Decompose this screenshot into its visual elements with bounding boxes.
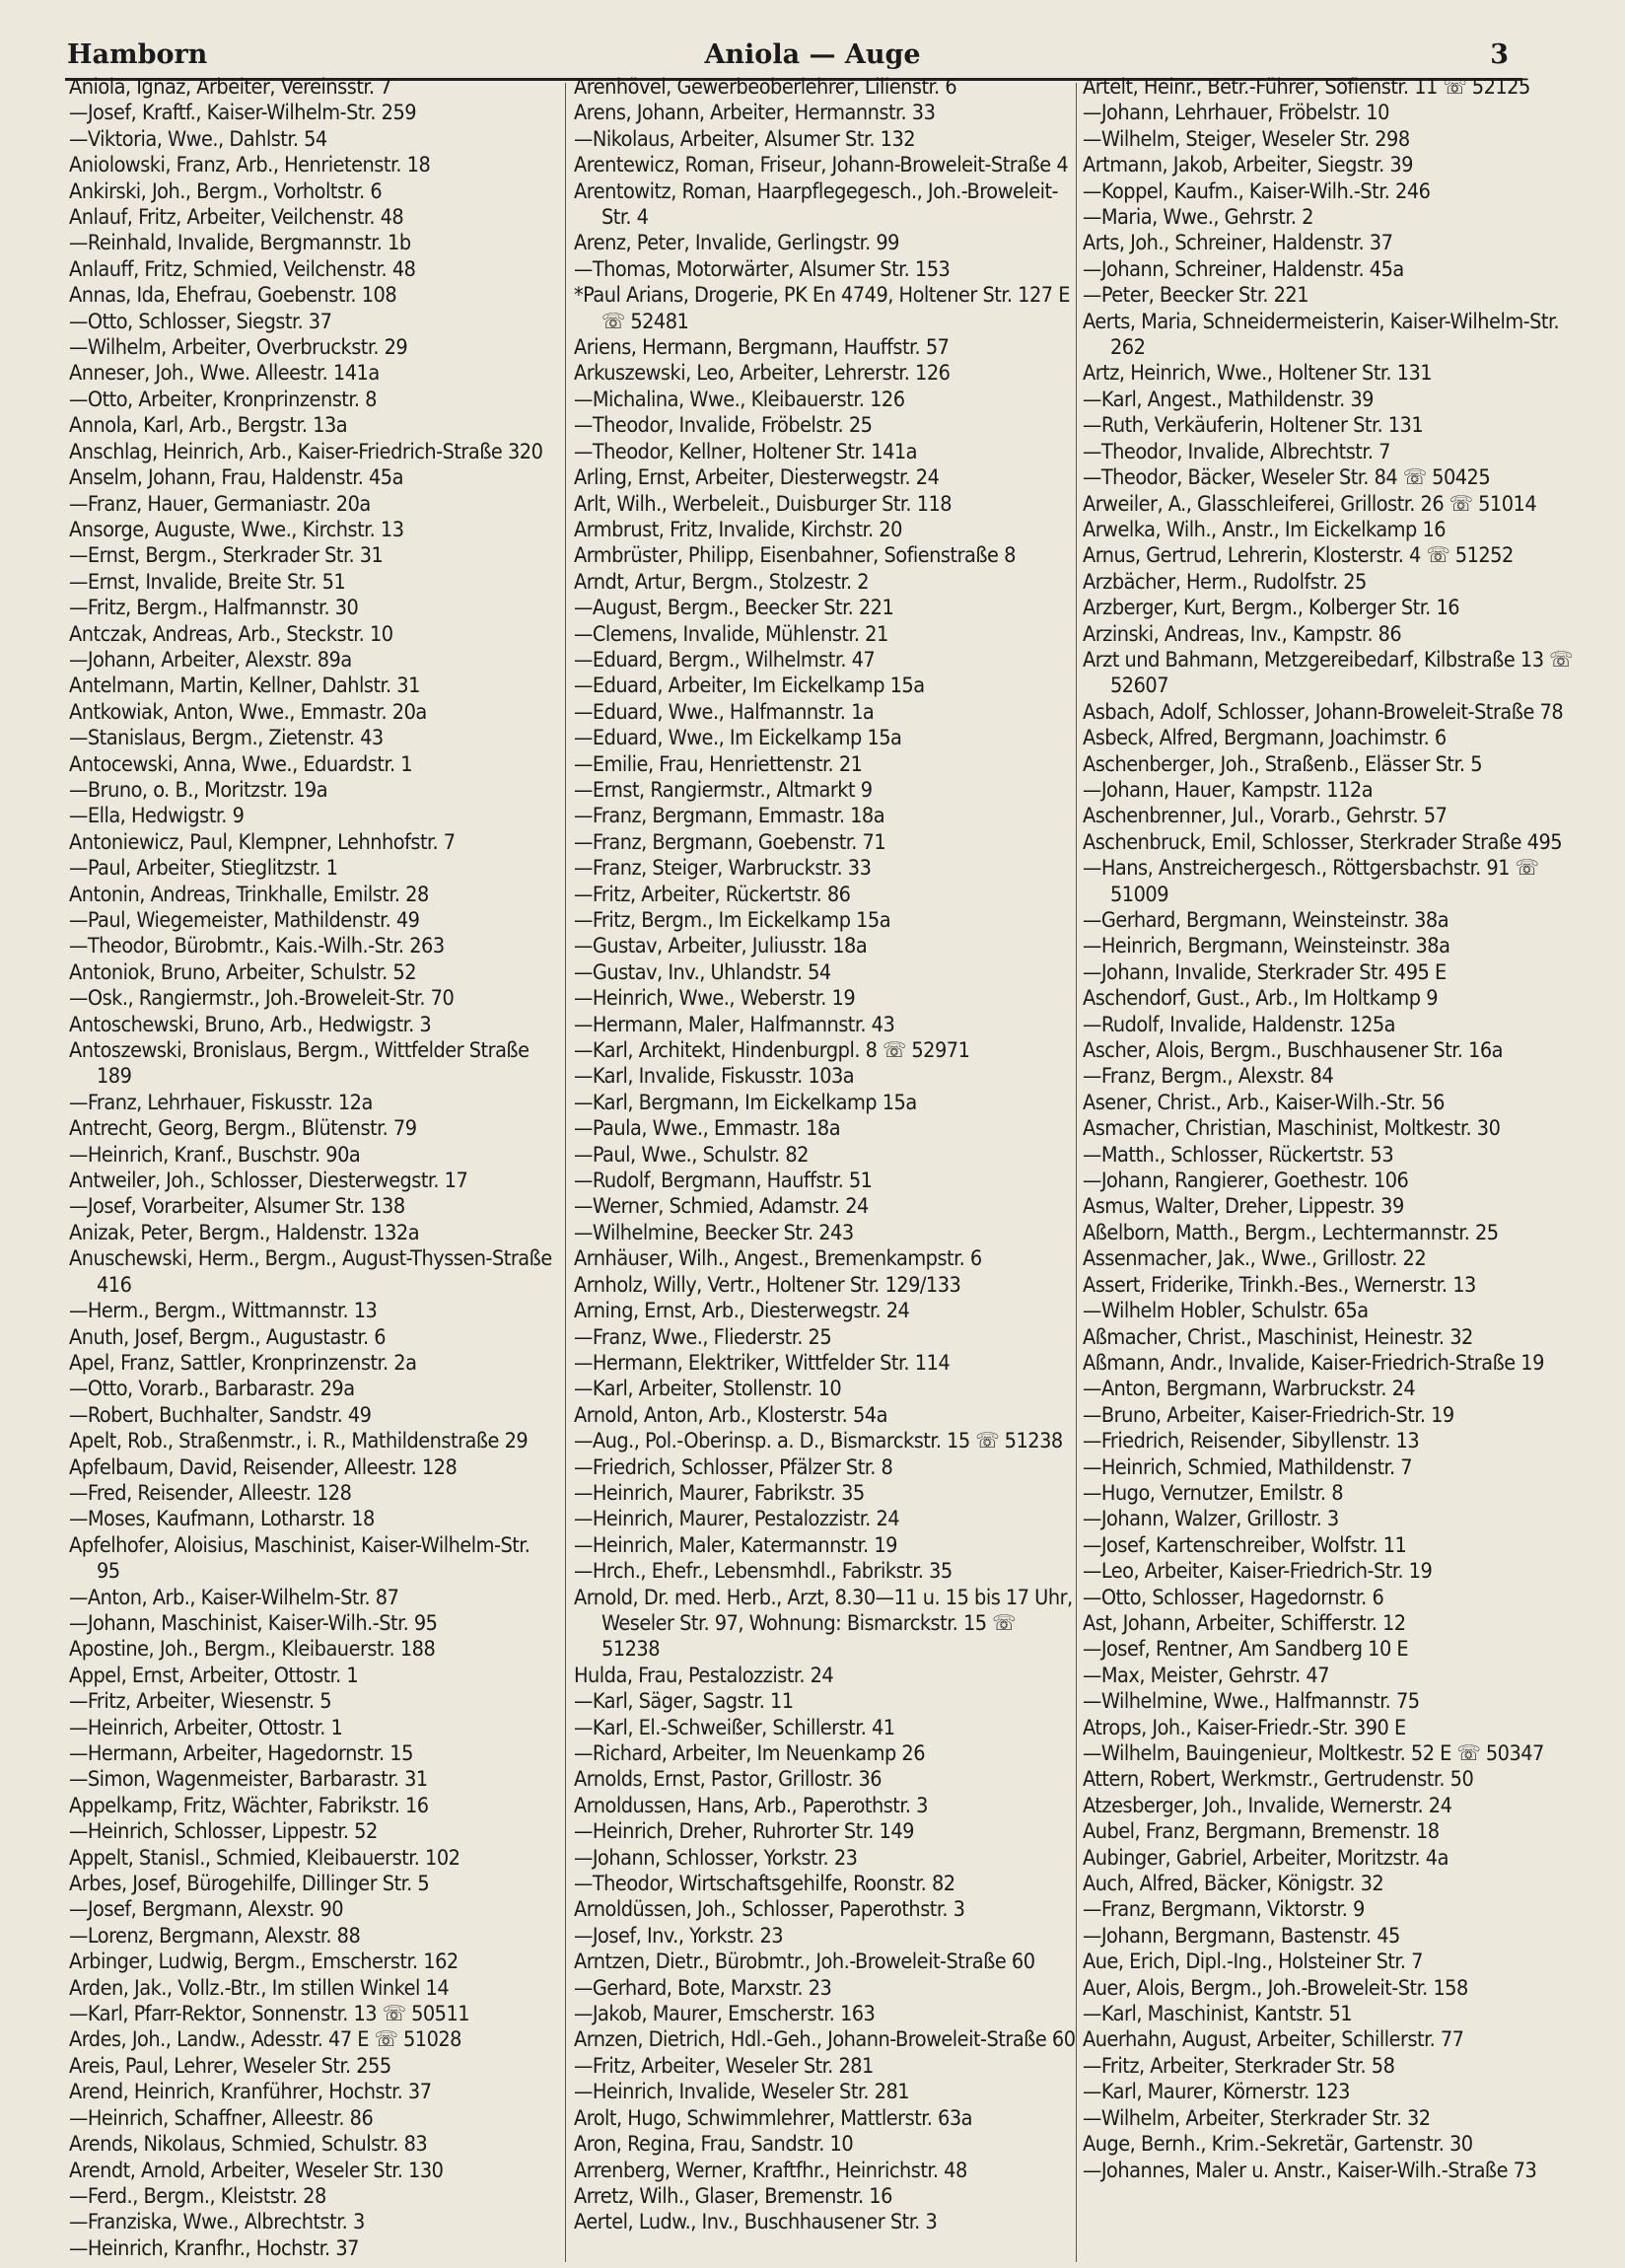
directory-entry: Antoniewicz, Paul, Klempner, Lehnhofstr. 7: [69, 829, 456, 855]
directory-entry: —Johann, Walzer, Grillostr. 3: [1083, 1507, 1339, 1532]
directory-entry: —Ferd., Bergm., Kleiststr. 28: [69, 2183, 326, 2209]
directory-entry: Arning, Ernst, Arb., Diesterwegstr. 24: [574, 1299, 910, 1324]
directory-entry: —Hans, Anstreichergesch., Röttgersbachstr. 91 ☏ 51009: [1083, 856, 1539, 907]
directory-entry: —Heinrich, Bergmann, Weinsteinstr. 38a: [1083, 934, 1450, 959]
directory-entry: —Anton, Bergmann, Warbruckstr. 24: [1083, 1377, 1416, 1402]
directory-entry: Antoszewski, Bronislaus, Bergm., Wittfelder Straße 189: [69, 1038, 530, 1090]
directory-entry: Antweiler, Joh., Schlosser, Diesterwegstr. 17: [69, 1169, 468, 1194]
directory-entry: Arkuszewski, Leo, Arbeiter, Lehrerstr. 126: [574, 361, 951, 387]
directory-entry: Auerhahn, August, Arbeiter, Schillerstr. 77: [1083, 2027, 1464, 2053]
column-3: [1083, 75, 1586, 2184]
directory-entry: Ansorge, Auguste, Wwe., Kirchstr. 13: [69, 517, 404, 542]
directory-entry: Aßmacher, Christ., Maschinist, Heinestr. 32: [1083, 1324, 1473, 1350]
column-1: [69, 75, 558, 2262]
directory-entry: —Theodor, Bäcker, Weseler Str. 84 ☏ 50425: [1083, 465, 1491, 491]
directory-entry: Arzt und Bahmann, Metzgereibedarf, Kilbstraße 13 ☏ 52607: [1083, 647, 1573, 699]
directory-entry: —Karl, Säger, Sagstr. 11: [574, 1689, 794, 1715]
directory-entry: Apfelbaum, David, Reisender, Alleestr. 128: [69, 1454, 458, 1480]
directory-entry: —Herm., Bergm., Wittmannstr. 13: [69, 1299, 378, 1324]
directory-entry: —Franz, Bergmann, Emmastr. 18a: [574, 804, 885, 829]
directory-entry: Arwelka, Wilh., Anstr., Im Eickelkamp 16: [1083, 517, 1447, 542]
directory-entry: Asener, Christ., Arb., Kaiser-Wilh.-Str. 56: [1083, 1090, 1445, 1115]
directory-entry: —Maria, Wwe., Gehrstr. 2: [1083, 205, 1313, 231]
directory-entry: Aschenbrenner, Jul., Vorarb., Gehrstr. 57: [1083, 804, 1448, 829]
directory-entry: —Heinrich, Schlosser, Lippestr. 52: [69, 1819, 378, 1845]
directory-entry: Aue, Erich, Dipl.-Ing., Holsteiner Str. 7: [1083, 1949, 1423, 1975]
directory-entry: Antonin, Andreas, Trinkhalle, Emilstr. 28: [69, 882, 429, 907]
column-divider: [565, 83, 566, 2262]
directory-entry: —Johann, Schreiner, Haldenstr. 45a: [1083, 256, 1404, 282]
directory-entry: Arntzen, Dietr., Bürobmtr., Joh.-Broweleit-Straße 60: [574, 1949, 1035, 1975]
directory-entry: —Ruth, Verkäuferin, Holtener Str. 131: [1083, 413, 1424, 439]
directory-entry: —Eduard, Wwe., Halfmannstr. 1a: [574, 699, 875, 725]
header-range: Aniola — Auge: [704, 39, 921, 70]
directory-entry: Arnold, Anton, Arb., Klosterstr. 54a: [574, 1402, 887, 1428]
directory-entry: —Josef, Kartenschreiber, Wolfstr. 11: [1083, 1532, 1407, 1558]
directory-entry: Arenz, Peter, Invalide, Gerlingstr. 99: [574, 231, 899, 256]
directory-entry: —Peter, Beecker Str. 221: [1083, 283, 1309, 309]
directory-entry: —Josef, Inv., Yorkstr. 23: [574, 1923, 784, 1949]
directory-entry: —Heinrich, Dreher, Ruhrorter Str. 149: [574, 1819, 914, 1845]
directory-entry: —Wilhelm Hobler, Schulstr. 65a: [1083, 1299, 1369, 1324]
directory-entry: Artelt, Heinr., Betr.-Führer, Sofienstr. 11 ☏ 52125: [1083, 75, 1530, 100]
directory-entry: —Eduard, Bergm., Wilhelmstr. 47: [574, 647, 876, 673]
directory-entry: Antczak, Andreas, Arb., Steckstr. 10: [69, 621, 393, 647]
header-city: Hamborn: [67, 39, 208, 70]
directory-entry: Arbes, Josef, Bürogehilfe, Dillinger Str. 5: [69, 1872, 430, 1897]
directory-entry: —Eduard, Arbeiter, Im Eickelkamp 15a: [574, 673, 925, 699]
directory-entry: —Fritz, Arbeiter, Sterkrader Str. 58: [1083, 2053, 1395, 2079]
directory-entry: —Heinrich, Maurer, Pestalozzistr. 24: [574, 1507, 900, 1532]
directory-entry: —Anton, Arb., Kaiser-Wilhelm-Str. 87: [69, 1585, 399, 1610]
directory-entry: —Franziska, Wwe., Albrechtstr. 3: [69, 2210, 365, 2235]
directory-entry: —Rudolf, Bergmann, Hauffstr. 51: [574, 1169, 873, 1194]
directory-entry: —Matth., Schlosser, Rückertstr. 53: [1083, 1142, 1394, 1168]
directory-entry: —Rudolf, Invalide, Haldenstr. 125a: [1083, 1012, 1396, 1037]
directory-entry: —Franz, Wwe., Fliederstr. 25: [574, 1324, 832, 1350]
directory-entry: Atzesberger, Joh., Invalide, Wernerstr. 24: [1083, 1793, 1452, 1818]
directory-entry: —Max, Meister, Gehrstr. 47: [1083, 1663, 1330, 1688]
directory-entry: —Hermann, Maler, Halfmannstr. 43: [574, 1012, 895, 1037]
directory-entry: —Karl, Arbeiter, Stollenstr. 10: [574, 1377, 842, 1402]
directory-entry: —Otto, Schlosser, Siegstr. 37: [69, 309, 332, 334]
directory-entry: —Ernst, Rangiermstr., Altmarkt 9: [574, 777, 873, 803]
directory-entry: —Paul, Wiegemeister, Mathildenstr. 49: [69, 908, 420, 933]
directory-entry: —Heinrich, Maurer, Fabrikstr. 35: [574, 1480, 865, 1506]
directory-entry: Artz, Heinrich, Wwe., Holtener Str. 131: [1083, 361, 1433, 387]
directory-entry: Anuschewski, Herm., Bergm., August-Thyssen-Straße 416: [69, 1246, 552, 1298]
directory-entry: Arnholz, Willy, Vertr., Holtener Str. 129/133: [574, 1272, 961, 1298]
column-2: [574, 75, 1077, 2236]
directory-entry: —Josef, Vorarbeiter, Alsumer Str. 138: [69, 1194, 405, 1220]
directory-entry: Arnhäuser, Wilh., Angest., Bremenkampstr. 6: [574, 1246, 982, 1272]
directory-entry: Antkowiak, Anton, Wwe., Emmastr. 20a: [69, 699, 427, 725]
directory-entry: Arden, Jak., Vollz.-Btr., Im stillen Winkel 14: [69, 1975, 450, 2001]
directory-entry: —Richard, Arbeiter, Im Neuenkamp 26: [574, 1741, 926, 1766]
directory-entry: Arweiler, A., Glasschleiferei, Grillostr. 26 ☏ 51014: [1083, 491, 1537, 517]
directory-entry: Aron, Regina, Frau, Sandstr. 10: [574, 2132, 854, 2158]
directory-entry: Anselm, Johann, Frau, Haldenstr. 45a: [69, 465, 403, 491]
directory-entry: —Theodor, Invalide, Albrechtstr. 7: [1083, 439, 1390, 464]
directory-entry: Atrops, Joh., Kaiser-Friedr.-Str. 390 E: [1083, 1715, 1406, 1740]
page-number: 3: [1490, 39, 1509, 70]
directory-entry: Auer, Alois, Bergm., Joh.-Broweleit-Str. 158: [1083, 1975, 1468, 2001]
directory-entry: Arzinski, Andreas, Inv., Kampstr. 86: [1083, 621, 1402, 647]
directory-entry: Apelt, Rob., Straßenmstr., i. R., Mathildenstraße 29: [69, 1429, 529, 1454]
directory-entry: Aßelborn, Matth., Bergm., Lechtermannstr. 25: [1083, 1220, 1499, 1245]
directory-entry: Antoschewski, Bruno, Arb., Hedwigstr. 3: [69, 1012, 432, 1037]
directory-entry: —Karl, Maschinist, Kantstr. 51: [1083, 2002, 1353, 2027]
directory-entry: Anschlag, Heinrich, Arb., Kaiser-Friedrich-Straße 320: [69, 439, 543, 464]
directory-entry: Artmann, Jakob, Arbeiter, Siegstr. 39: [1083, 153, 1413, 178]
directory-entry: —Hermann, Elektriker, Wittfelder Str. 114: [574, 1350, 951, 1376]
directory-entry: —Gustav, Inv., Uhlandstr. 54: [574, 959, 831, 985]
directory-entry: Arenhövel, Gewerbeoberlehrer, Lilienstr. 6: [574, 75, 957, 100]
directory-entry: Aubel, Franz, Bergmann, Bremenstr. 18: [1083, 1819, 1440, 1845]
directory-entry: —Karl, Angest., Mathildenstr. 39: [1083, 387, 1374, 412]
directory-entry: —Paul, Arbeiter, Stieglitzstr. 1: [69, 856, 338, 882]
directory-entry: —Jakob, Maurer, Emscherstr. 163: [574, 2002, 876, 2027]
directory-entry: —Emilie, Frau, Henriettenstr. 21: [574, 751, 863, 777]
directory-entry: Anneser, Joh., Wwe. Alleestr. 141a: [69, 361, 380, 387]
directory-entry: —Josef, Bergmann, Alexstr. 90: [69, 1897, 344, 1923]
directory-entry: —Robert, Buchhalter, Sandstr. 49: [69, 1402, 372, 1428]
directory-entry: —Bruno, Arbeiter, Kaiser-Friedrich-Str. 19: [1083, 1402, 1454, 1428]
directory-entry: Anlauff, Fritz, Schmied, Veilchenstr. 48: [69, 256, 416, 282]
directory-entry: —Hrch., Ehefr., Lebensmhdl., Fabrikstr. 35: [574, 1559, 953, 1585]
directory-entry: —Michalina, Wwe., Kleibauerstr. 126: [574, 387, 905, 412]
directory-entry: —Johann, Bergmann, Bastenstr. 45: [1083, 1923, 1400, 1949]
directory-entry: Arnzen, Dietrich, Hdl.-Geh., Johann-Broweleit-Straße 60: [574, 2027, 1076, 2053]
directory-entry: —Karl, Invalide, Fiskusstr. 103a: [574, 1064, 855, 1090]
directory-entry: Arretz, Wilh., Glaser, Bremenstr. 16: [574, 2183, 892, 2209]
directory-entry: —Paula, Wwe., Emmastr. 18a: [574, 1116, 841, 1142]
directory-entry: Ankirski, Joh., Bergm., Vorholtstr. 6: [69, 178, 383, 204]
directory-entry: —Johann, Invalide, Sterkrader Str. 495 E: [1083, 959, 1447, 985]
directory-entry: Arnolds, Ernst, Pastor, Grillostr. 36: [574, 1767, 883, 1793]
directory-entry: Aschendorf, Gust., Arb., Im Holtkamp 9: [1083, 986, 1439, 1012]
directory-entry: —Gerhard, Bote, Marxstr. 23: [574, 1975, 832, 2001]
directory-entry: Ast, Johann, Arbeiter, Schifferstr. 12: [1083, 1610, 1406, 1636]
directory-entry: —Wilhelmine, Wwe., Halfmannstr. 75: [1083, 1689, 1420, 1715]
directory-entry: Arling, Ernst, Arbeiter, Diesterwegstr. 24: [574, 465, 940, 491]
directory-entry: —Franz, Bergmann, Goebenstr. 71: [574, 829, 886, 855]
directory-entry: —Simon, Wagenmeister, Barbarastr. 31: [69, 1767, 428, 1793]
directory-entry: Asbeck, Alfred, Bergmann, Joachimstr. 6: [1083, 726, 1447, 751]
directory-entry: —Bruno, o. B., Moritzstr. 19a: [69, 777, 328, 803]
directory-entry: Asmacher, Christian, Maschinist, Moltkestr. 30: [1083, 1116, 1501, 1142]
directory-entry: —Moses, Kaufmann, Lotharstr. 18: [69, 1507, 375, 1532]
directory-entry: Appelt, Stanisl., Schmied, Kleibauerstr. 102: [69, 1845, 460, 1871]
directory-entry: —Fritz, Bergm., Im Eickelkamp 15a: [574, 908, 891, 933]
directory-entry: —Theodor, Invalide, Fröbelstr. 25: [574, 413, 873, 439]
directory-entry: —Heinrich, Kranf., Buschstr. 90a: [69, 1142, 361, 1168]
directory-entry: —Heinrich, Schmied, Mathildenstr. 7: [1083, 1454, 1413, 1480]
directory-entry: —August, Bergm., Beecker Str. 221: [574, 596, 894, 621]
directory-entry: Asmus, Walter, Dreher, Lippestr. 39: [1083, 1194, 1404, 1220]
directory-entry: Aerts, Maria, Schneidermeisterin, Kaiser-Wilhelm-Str. 262: [1083, 309, 1560, 361]
directory-entry: —Thomas, Motorwärter, Alsumer Str. 153: [574, 256, 951, 282]
directory-entry: —Heinrich, Arbeiter, Ottostr. 1: [69, 1715, 343, 1740]
directory-entry: Anlauf, Fritz, Arbeiter, Veilchenstr. 48: [69, 205, 404, 231]
directory-entry: —Werner, Schmied, Adamstr. 24: [574, 1194, 869, 1220]
directory-entry: —Leo, Arbeiter, Kaiser-Friedrich-Str. 19: [1083, 1559, 1433, 1585]
directory-entry: Assenmacher, Jak., Wwe., Grillostr. 22: [1083, 1246, 1427, 1272]
directory-entry: Arrenberg, Werner, Kraftfhr., Heinrichstr. 48: [574, 2158, 967, 2183]
directory-entry: Arzberger, Kurt, Bergm., Kolberger Str. 16: [1083, 596, 1460, 621]
directory-entry: —Friedrich, Schlosser, Pfälzer Str. 8: [574, 1454, 893, 1480]
directory-entry: Apfelhofer, Aloisius, Maschinist, Kaiser-Wilhelm-Str. 95: [69, 1532, 530, 1585]
directory-entry: Arnoldüssen, Joh., Schlosser, Paperothstr. 3: [574, 1897, 965, 1923]
directory-entry: Aertel, Ludw., Inv., Buschhausener Str. 3: [574, 2210, 938, 2235]
directory-entry: Aubinger, Gabriel, Arbeiter, Moritzstr. 4a: [1083, 1845, 1448, 1871]
directory-entry: Apostine, Joh., Bergm., Kleibauerstr. 188: [69, 1637, 436, 1663]
directory-entry: —Johann, Schlosser, Yorkstr. 23: [574, 1845, 858, 1871]
directory-entry: —Wilhelm, Bauingenieur, Moltkestr. 52 E ☏ 50347: [1083, 1741, 1544, 1766]
directory-entry: —Heinrich, Wwe., Weberstr. 19: [574, 986, 856, 1012]
directory-entry: —Johann, Hauer, Kampstr. 112a: [1083, 777, 1374, 803]
directory-entry: —Karl, El.-Schweißer, Schillerstr. 41: [574, 1715, 895, 1740]
directory-entry: Arlt, Wilh., Werbeleit., Duisburger Str. 118: [574, 491, 953, 517]
directory-entry: Arentowitz, Roman, Haarpflegegesch., Joh.-Broweleit-Str. 4: [574, 178, 1059, 231]
directory-entry: —Heinrich, Invalide, Weseler Str. 281: [574, 2080, 910, 2105]
directory-entry: Aschenbruck, Emil, Schlosser, Sterkrader Straße 495: [1083, 829, 1563, 855]
directory-entry: —Wilhelm, Arbeiter, Sterkrader Str. 32: [1083, 2105, 1431, 2131]
directory-entry: —Franz, Steiger, Warbruckstr. 33: [574, 856, 872, 882]
directory-entry: —Karl, Pfarr-Rektor, Sonnenstr. 13 ☏ 50511: [69, 2002, 470, 2027]
directory-entry: —Josef, Kraftf., Kaiser-Wilhelm-Str. 259: [69, 101, 417, 126]
directory-entry: Arndt, Artur, Bergm., Stolzestr. 2: [574, 569, 870, 595]
directory-entry: Hulda, Frau, Pestalozzistr. 24: [574, 1663, 834, 1688]
directory-entry: —Heinrich, Schaffner, Alleestr. 86: [69, 2105, 374, 2131]
directory-entry: Aßmann, Andr., Invalide, Kaiser-Friedrich-Straße 19: [1083, 1350, 1544, 1376]
directory-entry: —Koppel, Kaufm., Kaiser-Wilh.-Str. 246: [1083, 178, 1431, 204]
directory-entry: Aniola, Ignaz, Arbeiter, Vereinsstr. 7: [69, 75, 391, 100]
directory-entry: Armbrüster, Philipp, Eisenbahner, Sofienstraße 8: [574, 543, 1016, 569]
directory-entry: Arzbächer, Herm., Rudolfstr. 25: [1083, 569, 1367, 595]
directory-entry: —Johann, Rangierer, Goethestr. 106: [1083, 1169, 1409, 1194]
directory-entry: —Friedrich, Reisender, Sibyllenstr. 13: [1083, 1429, 1420, 1454]
directory-entry: Arnold, Dr. med. Herb., Arzt, 8.30—11 u. 15 bis 17 Uhr, Weseler Str. 97, Wohnung: Bismarckstr. 15 ☏ 51238: [574, 1585, 1073, 1663]
directory-entry: Arbinger, Ludwig, Bergm., Emscherstr. 162: [69, 1949, 459, 1975]
directory-entry: Armbrust, Fritz, Invalide, Kirchstr. 20: [574, 517, 902, 542]
directory-entry: Antelmann, Martin, Kellner, Dahlstr. 31: [69, 673, 420, 699]
directory-entry: —Heinrich, Maler, Katermannstr. 19: [574, 1532, 897, 1558]
directory-entry: —Johann, Maschinist, Kaiser-Wilh.-Str. 95: [69, 1610, 438, 1636]
directory-entry: —Nikolaus, Arbeiter, Alsumer Str. 132: [574, 126, 916, 152]
directory-entry: Anizak, Peter, Bergm., Haldenstr. 132a: [69, 1220, 420, 1245]
directory-entry: —Reinhald, Invalide, Bergmannstr. 1b: [69, 231, 411, 256]
directory-entry: —Karl, Maurer, Körnerstr. 123: [1083, 2080, 1350, 2105]
directory-entry: —Clemens, Invalide, Mühlenstr. 21: [574, 621, 888, 647]
directory-entry: Antocewski, Anna, Wwe., Eduardstr. 1: [69, 751, 413, 777]
directory-entry: Assert, Friderike, Trinkh.-Bes., Wernerstr. 13: [1083, 1272, 1476, 1298]
directory-entry: —Franz, Lehrhauer, Fiskusstr. 12a: [69, 1090, 373, 1115]
directory-entry: —Karl, Architekt, Hindenburgpl. 8 ☏ 52971: [574, 1038, 970, 1064]
directory-entry: —Fritz, Arbeiter, Wiesenstr. 5: [69, 1689, 332, 1715]
directory-entry: Appelkamp, Fritz, Wächter, Fabrikstr. 16: [69, 1793, 429, 1818]
directory-entry: —Josef, Rentner, Am Sandberg 10 E: [1083, 1637, 1409, 1663]
directory-entry: —Heinrich, Kranfhr., Hochstr. 37: [69, 2235, 359, 2261]
directory-entry: *Paul Arians, Drogerie, PK En 4749, Holtener Str. 127 E ☏ 52481: [574, 283, 1070, 334]
directory-entry: Annola, Karl, Arb., Bergstr. 13a: [69, 413, 348, 439]
directory-entry: Antoniok, Bruno, Arbeiter, Schulstr. 52: [69, 959, 416, 985]
directory-entry: Anuth, Josef, Bergm., Augustastr. 6: [69, 1324, 387, 1350]
directory-entry: Arnus, Gertrud, Lehrerin, Klosterstr. 4 ☏ 51252: [1083, 543, 1514, 569]
directory-entry: Aschenberger, Joh., Straßenb., Elässer Str. 5: [1083, 751, 1483, 777]
directory-entry: Ariens, Hermann, Bergmann, Hauffstr. 57: [574, 335, 950, 361]
directory-entry: Arens, Johann, Arbeiter, Hermannstr. 33: [574, 101, 936, 126]
directory-entry: Auch, Alfred, Bäcker, Königstr. 32: [1083, 1872, 1384, 1897]
directory-entry: —Lorenz, Bergmann, Alexstr. 88: [69, 1923, 361, 1949]
directory-entry: —Johann, Lehrhauer, Fröbelstr. 10: [1083, 101, 1389, 126]
directory-entry: Ardes, Joh., Landw., Adesstr. 47 E ☏ 51028: [69, 2027, 461, 2053]
directory-entry: —Theodor, Bürobmtr., Kais.-Wilh.-Str. 263: [69, 934, 445, 959]
directory-entry: —Fritz, Arbeiter, Weseler Str. 281: [574, 2053, 874, 2079]
directory-entry: —Gerhard, Bergmann, Weinsteinstr. 38a: [1083, 908, 1449, 933]
directory-entry: —Eduard, Wwe., Im Eickelkamp 15a: [574, 726, 902, 751]
directory-entry: —Franz, Bergmann, Viktorstr. 9: [1083, 1897, 1365, 1923]
directory-entry: —Karl, Bergmann, Im Eickelkamp 15a: [574, 1090, 917, 1115]
directory-entry: —Viktoria, Wwe., Dahlstr. 54: [69, 126, 327, 152]
directory-entry: Ascher, Alois, Bergm., Buschhausener Str. 16a: [1083, 1038, 1503, 1064]
directory-entry: —Gustav, Arbeiter, Juliusstr. 18a: [574, 934, 868, 959]
directory-entry: —Aug., Pol.-Oberinsp. a. D., Bismarckstr. 15 ☏ 51238: [574, 1429, 1063, 1454]
directory-entry: Auge, Bernh., Krim.-Sekretär, Gartenstr. 30: [1083, 2132, 1473, 2158]
directory-entry: Asbach, Adolf, Schlosser, Johann-Broweleit-Straße 78: [1083, 699, 1564, 725]
directory-entry: —Otto, Vorarb., Barbarastr. 29a: [69, 1377, 355, 1402]
directory-entry: —Johann, Arbeiter, Alexstr. 89a: [69, 647, 352, 673]
directory-entry: —Fred, Reisender, Alleestr. 128: [69, 1480, 352, 1506]
directory-entry: Annas, Ida, Ehefrau, Goebenstr. 108: [69, 283, 397, 309]
directory-entry: —Johannes, Maler u. Anstr., Kaiser-Wilh.-Straße 73: [1083, 2158, 1537, 2183]
directory-entry: Arnoldussen, Hans, Arb., Paperothstr. 3: [574, 1793, 928, 1818]
directory-entry: Areis, Paul, Lehrer, Weseler Str. 255: [69, 2053, 391, 2079]
directory-entry: Aniolowski, Franz, Arb., Henrietenstr. 18: [69, 153, 431, 178]
directory-entry: Arts, Joh., Schreiner, Haldenstr. 37: [1083, 231, 1393, 256]
directory-entry: Arendt, Arnold, Arbeiter, Weseler Str. 130: [69, 2158, 444, 2183]
directory-entry: —Wilhelm, Steiger, Weseler Str. 298: [1083, 126, 1410, 152]
directory-entry: —Ella, Hedwigstr. 9: [69, 804, 245, 829]
directory-entry: —Theodor, Kellner, Holtener Str. 141a: [574, 439, 918, 464]
directory-entry: —Wilhelm, Arbeiter, Overbruckstr. 29: [69, 335, 408, 361]
directory-entry: —Otto, Arbeiter, Kronprinzenstr. 8: [69, 387, 377, 412]
directory-entry: —Ernst, Invalide, Breite Str. 51: [69, 569, 346, 595]
directory-entry: Apel, Franz, Sattler, Kronprinzenstr. 2a: [69, 1350, 417, 1376]
directory-entry: —Otto, Schlosser, Hagedornstr. 6: [1083, 1585, 1384, 1610]
directory-entry: —Paul, Wwe., Schulstr. 82: [574, 1142, 809, 1168]
directory-entry: Antrecht, Georg, Bergm., Blütenstr. 79: [69, 1116, 417, 1142]
directory-entry: Arend, Heinrich, Kranführer, Hochstr. 37: [69, 2080, 432, 2105]
directory-entry: Attern, Robert, Werkmstr., Gertrudenstr. 50: [1083, 1767, 1474, 1793]
directory-entry: Arentewicz, Roman, Friseur, Johann-Broweleit-Straße 4: [574, 153, 1069, 178]
directory-entry: —Ernst, Bergm., Sterkrader Str. 31: [69, 543, 384, 569]
directory-entry: Appel, Ernst, Arbeiter, Ottostr. 1: [69, 1663, 359, 1688]
directory-entry: —Fritz, Bergm., Halfmannstr. 30: [69, 596, 359, 621]
directory-entry: —Hugo, Vernutzer, Emilstr. 8: [1083, 1480, 1344, 1506]
directory-entry: —Franz, Hauer, Germaniastr. 20a: [69, 491, 371, 517]
directory-entry: —Hermann, Arbeiter, Hagedornstr. 15: [69, 1741, 413, 1766]
directory-entry: Arends, Nikolaus, Schmied, Schulstr. 83: [69, 2132, 428, 2158]
directory-entry: —Fritz, Arbeiter, Rückertstr. 86: [574, 882, 851, 907]
directory-entry: —Stanislaus, Bergm., Zietenstr. 43: [69, 726, 384, 751]
directory-entry: —Theodor, Wirtschaftsgehilfe, Roonstr. 82: [574, 1872, 955, 1897]
directory-entry: —Osk., Rangiermstr., Joh.-Broweleit-Str. 70: [69, 986, 455, 1012]
directory-entry: Arolt, Hugo, Schwimmlehrer, Mattlerstr. 63a: [574, 2105, 972, 2131]
directory-entry: —Franz, Bergm., Alexstr. 84: [1083, 1064, 1334, 1090]
directory-entry: —Wilhelmine, Beecker Str. 243: [574, 1220, 854, 1245]
